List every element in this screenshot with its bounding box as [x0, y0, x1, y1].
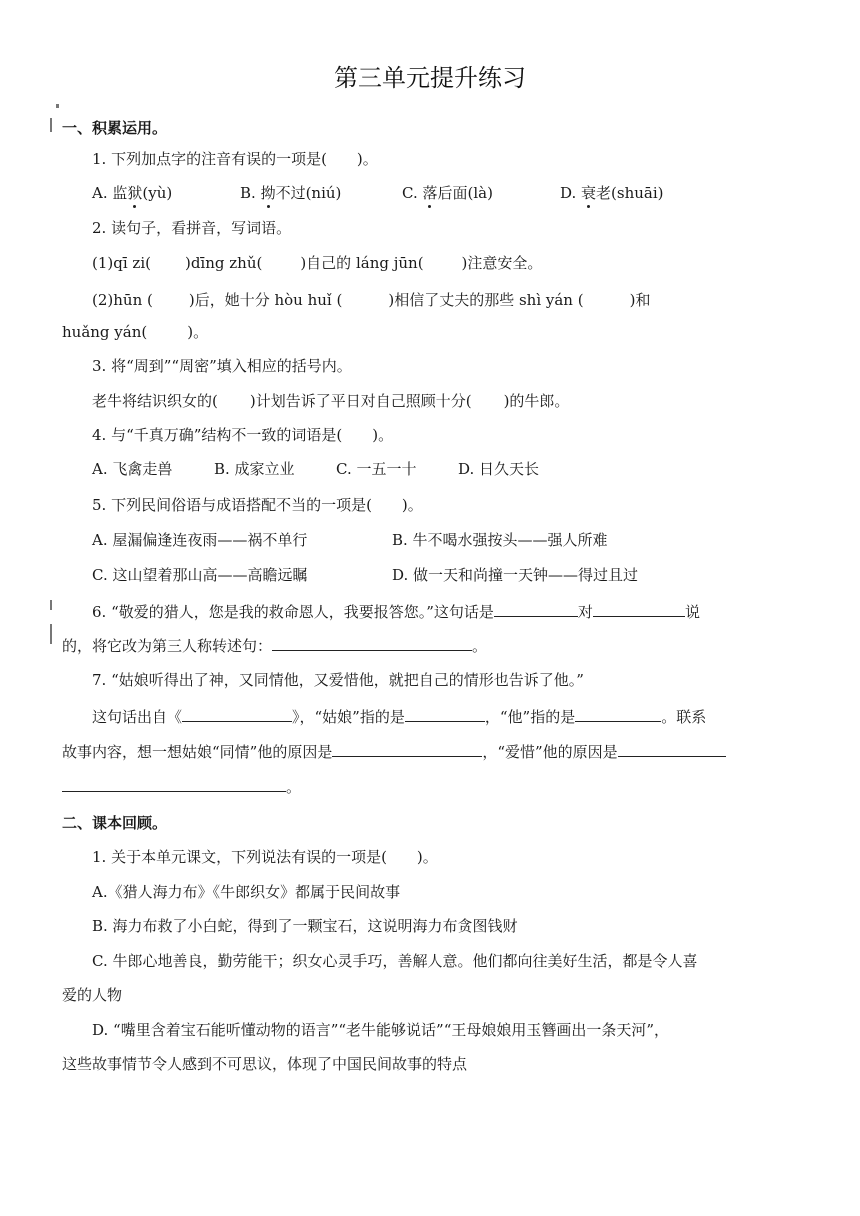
margin-mark — [50, 600, 52, 610]
q7-line-2: 故事内容，想一想姑娘“同情”他的原因是 ，“爱惜”他的原因是 — [62, 740, 726, 763]
option-c: C. 这山望着那山高——高瞻远瞩 — [92, 566, 308, 584]
option-c: C. 落后面(là) — [402, 184, 493, 202]
answer-blank[interactable] — [272, 634, 472, 651]
answer-blank[interactable] — [332, 740, 482, 757]
question-stem: 1. 下列加点字的注音有误的一项是( )。 — [92, 150, 378, 168]
option-c: C. 一五一十 — [336, 460, 417, 478]
dotted-char: 狱 — [127, 184, 143, 202]
option-b: B. 牛不喝水强按头——强人所难 — [392, 531, 608, 549]
option-a: A. 监狱(yù) — [92, 184, 173, 202]
dotted-char: 落 — [422, 184, 438, 202]
answer-blank[interactable] — [593, 600, 685, 617]
option-d: D. 衰老(shuāi) — [560, 184, 664, 202]
answer-blank[interactable] — [494, 600, 578, 617]
q1-options — [92, 182, 664, 204]
answer-blank[interactable] — [62, 775, 286, 792]
q2-sentence-1: (1)qī zi( )dīng zhǔ( )自己的 láng jūn( )注意安全。 — [92, 254, 543, 272]
q7-line-3: 。 — [62, 775, 301, 798]
section-heading: 一、积累运用。 — [62, 119, 168, 137]
q6-line-2: 的，将它改为第三人称转述句： 。 — [62, 634, 487, 657]
option-b: B. 海力布救了小白蛇，得到了一颗宝石，这说明海力布贪图钱财 — [92, 917, 518, 935]
question-stem: 3. 将“周到”“周密”填入相应的括号内。 — [92, 357, 352, 375]
q4-options — [92, 458, 539, 480]
q7-line-1: 这句话出自《 》，“姑娘”指的是 ，“他”指的是 。联系 — [92, 705, 706, 728]
answer-blank[interactable] — [575, 705, 661, 722]
answer-blank[interactable] — [618, 740, 726, 757]
dotted-char: 拗 — [260, 184, 276, 202]
question-stem: 4. 与“千真万确”结构不一致的词语是( )。 — [92, 426, 394, 444]
option-b: B. 成家立业 — [214, 460, 295, 478]
option-a: A.《猎人海力布》《牛郎织女》都属于民间故事 — [92, 883, 401, 901]
option-a: A. 飞禽走兽 — [92, 460, 173, 478]
q5-row-1 — [92, 529, 608, 551]
option-d-cont: 这些故事情节令人感到不可思议，体现了中国民间故事的特点 — [62, 1055, 468, 1073]
q5-row-2 — [92, 564, 638, 586]
q3-sentence: 老牛将结识织女的( )计划告诉了平日对自己照顾十分( )的牛郎。 — [92, 392, 570, 410]
answer-blank[interactable] — [182, 705, 292, 722]
q6-line-1: 6. “敬爱的猎人，您是我的救命恩人，我要报答您。”这句话是 对 说 — [92, 600, 700, 623]
option-d: D. 做一天和尚撞一天钟——得过且过 — [392, 566, 639, 584]
option-c: C. 牛郎心地善良，勤劳能干；织女心灵手巧，善解人意。他们都向往美好生活，都是令人喜 — [92, 952, 698, 970]
option-d: D. 日久天长 — [458, 460, 540, 478]
q2-sentence-2: (2)hūn ( )后，她十分 hòu huǐ ( )相信了丈夫的那些 shì yán ( )和 — [92, 291, 651, 309]
question-stem: 5. 下列民间俗语与成语搭配不当的一项是( )。 — [92, 496, 423, 514]
margin-mark — [50, 624, 52, 644]
q7-quote: 7. “姑娘听得出了神，又同情他，又爱惜他，就把自己的情形也告诉了他。” — [92, 671, 584, 689]
page-title: 第三单元提升练习 — [334, 64, 526, 92]
question-stem: 1. 关于本单元课文，下列说法有误的一项是( )。 — [92, 848, 438, 866]
section-heading: 二、课本回顾。 — [62, 814, 168, 832]
option-c-cont: 爱的人物 — [62, 986, 123, 1004]
option-d: D. “嘴里含着宝石能听懂动物的语言”“老牛能够说话”“王母娘娘用玉簪画出一条天河”， — [92, 1021, 670, 1039]
option-a: A. 屋漏偏逢连夜雨——祸不单行 — [92, 531, 308, 549]
question-stem: 2. 读句子，看拼音，写词语。 — [92, 219, 292, 237]
margin-mark — [56, 104, 59, 108]
dotted-char: 衰 — [581, 184, 597, 202]
option-b: B. 拗不过(niú) — [240, 184, 342, 202]
q2-sentence-2-cont: huǎng yán( )。 — [62, 323, 209, 341]
answer-blank[interactable] — [405, 705, 485, 722]
margin-mark — [50, 118, 52, 132]
